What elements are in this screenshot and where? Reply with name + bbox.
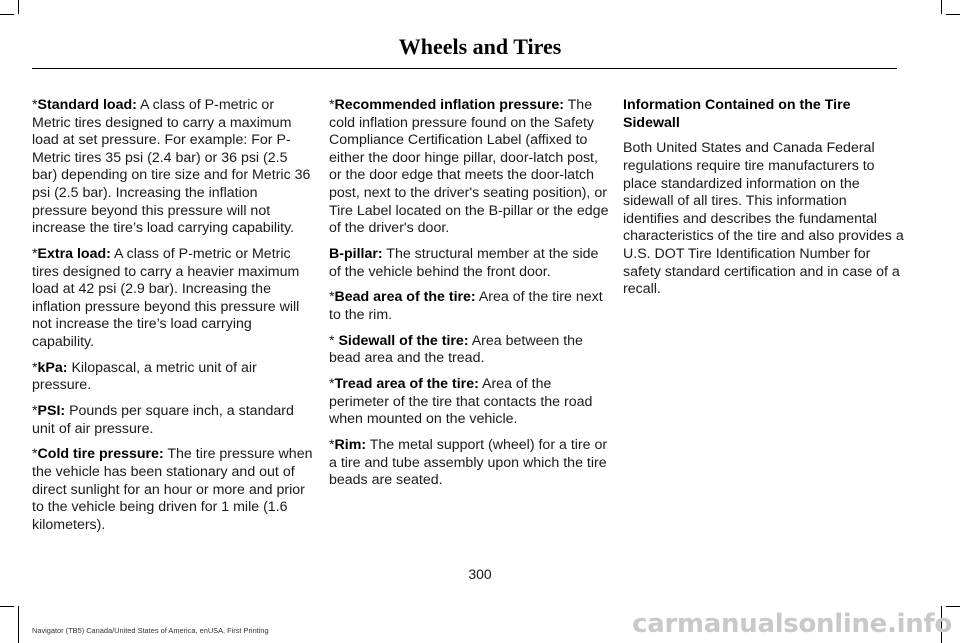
term: Tread area of the tire: bbox=[334, 376, 479, 393]
asterisk: * bbox=[329, 437, 335, 454]
term: B-pillar: bbox=[329, 245, 383, 262]
term: kPa: bbox=[37, 359, 68, 376]
asterisk: * bbox=[329, 332, 339, 349]
term: Extra load: bbox=[37, 245, 111, 262]
definition-tread-area bbox=[329, 376, 613, 429]
watermark: carmanualsonline.info bbox=[632, 609, 952, 639]
asterisk: * bbox=[32, 359, 38, 376]
page-title: Wheels and Tires bbox=[398, 34, 562, 59]
column-left bbox=[32, 97, 314, 543]
term: Rim: bbox=[334, 437, 367, 454]
definition-text: The tire pressure when the vehicle has been stationary and out of direct sunlight for an hour or more and prior to the vehicle being driven for 1 mile (1.6 kilometers). bbox=[32, 446, 313, 533]
section-heading: Information Contained on the Tire Sidewall bbox=[623, 97, 851, 131]
crop-mark-top-right bbox=[941, 0, 942, 14]
definition-text: The cold inflation pressure found on the Safety Compliance Certification Label (affixed to either the door hinge pillar, door-latch post, or the door edge that meets the door-latch post, next to the driver's seating position), or Tire Label located on the B-pillar or the edge of the driver's door. bbox=[329, 97, 609, 237]
column-right bbox=[623, 97, 905, 307]
definition-recommended-inflation-pressure bbox=[329, 97, 613, 238]
definition-text: Pounds per square inch, a standard unit of air pressure. bbox=[32, 403, 294, 437]
definition-bead-area bbox=[329, 289, 613, 324]
definition-cold-tire-pressure bbox=[32, 446, 314, 534]
asterisk: * bbox=[329, 376, 335, 393]
definition-sidewall bbox=[329, 333, 613, 368]
definition-text: Area between the bead area and the tread. bbox=[329, 332, 583, 367]
definition-b-pillar bbox=[329, 246, 613, 281]
asterisk: * bbox=[32, 245, 38, 262]
crop-mark-bottom-left bbox=[18, 606, 19, 643]
asterisk: * bbox=[32, 446, 38, 463]
header-divider bbox=[32, 68, 897, 69]
definition-kpa bbox=[32, 360, 314, 395]
term: Cold tire pressure: bbox=[37, 446, 164, 463]
section-body: Both United States and Canada Federal regulations require tire manufacturers to place standardized information on the sidewall of all tires. This information identifies and describes the fundamental characteristics of the tire and also provides a U.S. DOT Tire Identification Number for safety standard certification and in case of a recall. bbox=[623, 140, 904, 298]
asterisk: * bbox=[32, 403, 38, 420]
crop-mark-top-left-horizontal bbox=[0, 14, 14, 15]
term: Standard load: bbox=[37, 97, 137, 113]
term: Recommended inflation pressure: bbox=[334, 97, 564, 113]
definition-psi bbox=[32, 403, 314, 438]
column-middle bbox=[329, 97, 613, 498]
term: Sidewall of the tire: bbox=[338, 332, 469, 349]
crop-mark-top-right-horizontal bbox=[946, 14, 960, 15]
definition-text: The structural member at the side of the vehicle behind the front door. bbox=[329, 245, 599, 280]
definition-extra-load bbox=[32, 246, 314, 352]
asterisk: * bbox=[329, 289, 335, 306]
asterisk: * bbox=[32, 97, 38, 113]
definition-text: A class of P-metric or Metric tires designed to carry a heavier maximum load at 42 psi (2.9 bar). Increasing the inflation pressure beyond this pressure will not increase the tire’s load carrying capability. bbox=[32, 245, 300, 350]
publication-info: Navigator (TB5) Canada/United States of America, enUSA, First Printing bbox=[32, 626, 269, 635]
definition-text: The metal support (wheel) for a tire or a tire and tube assembly upon which the tire beads are seated. bbox=[329, 437, 608, 489]
crop-mark-top-left bbox=[18, 0, 19, 14]
page-number: 300 bbox=[468, 566, 492, 582]
definition-text: A class of P-metric or Metric tires designed to carry a maximum load at set pressure. For example: For P-Metric tires 35 psi (2.4 bar) or 36 psi (2.5 bar) depending on tire size and for Metric 36 psi (2.5 bar). Increasing the inflation pressure beyond this pressure will not increase the tire’s load carrying capability. bbox=[32, 97, 311, 237]
definition-rim bbox=[329, 437, 613, 490]
term: Bead area of the tire: bbox=[334, 289, 476, 306]
definition-standard-load bbox=[32, 97, 314, 238]
term: PSI: bbox=[37, 403, 66, 420]
definition-text: Area of the perimeter of the tire that contacts the road when mounted on the vehicle. bbox=[329, 376, 593, 428]
definition-text: Kilopascal, a metric unit of air pressure. bbox=[32, 359, 257, 394]
crop-mark-bottom-left-horizontal bbox=[0, 606, 14, 607]
asterisk: * bbox=[329, 97, 335, 113]
definition-text: Area of the tire next to the rim. bbox=[329, 289, 603, 323]
crop-mark-bottom-right-horizontal bbox=[946, 606, 960, 607]
